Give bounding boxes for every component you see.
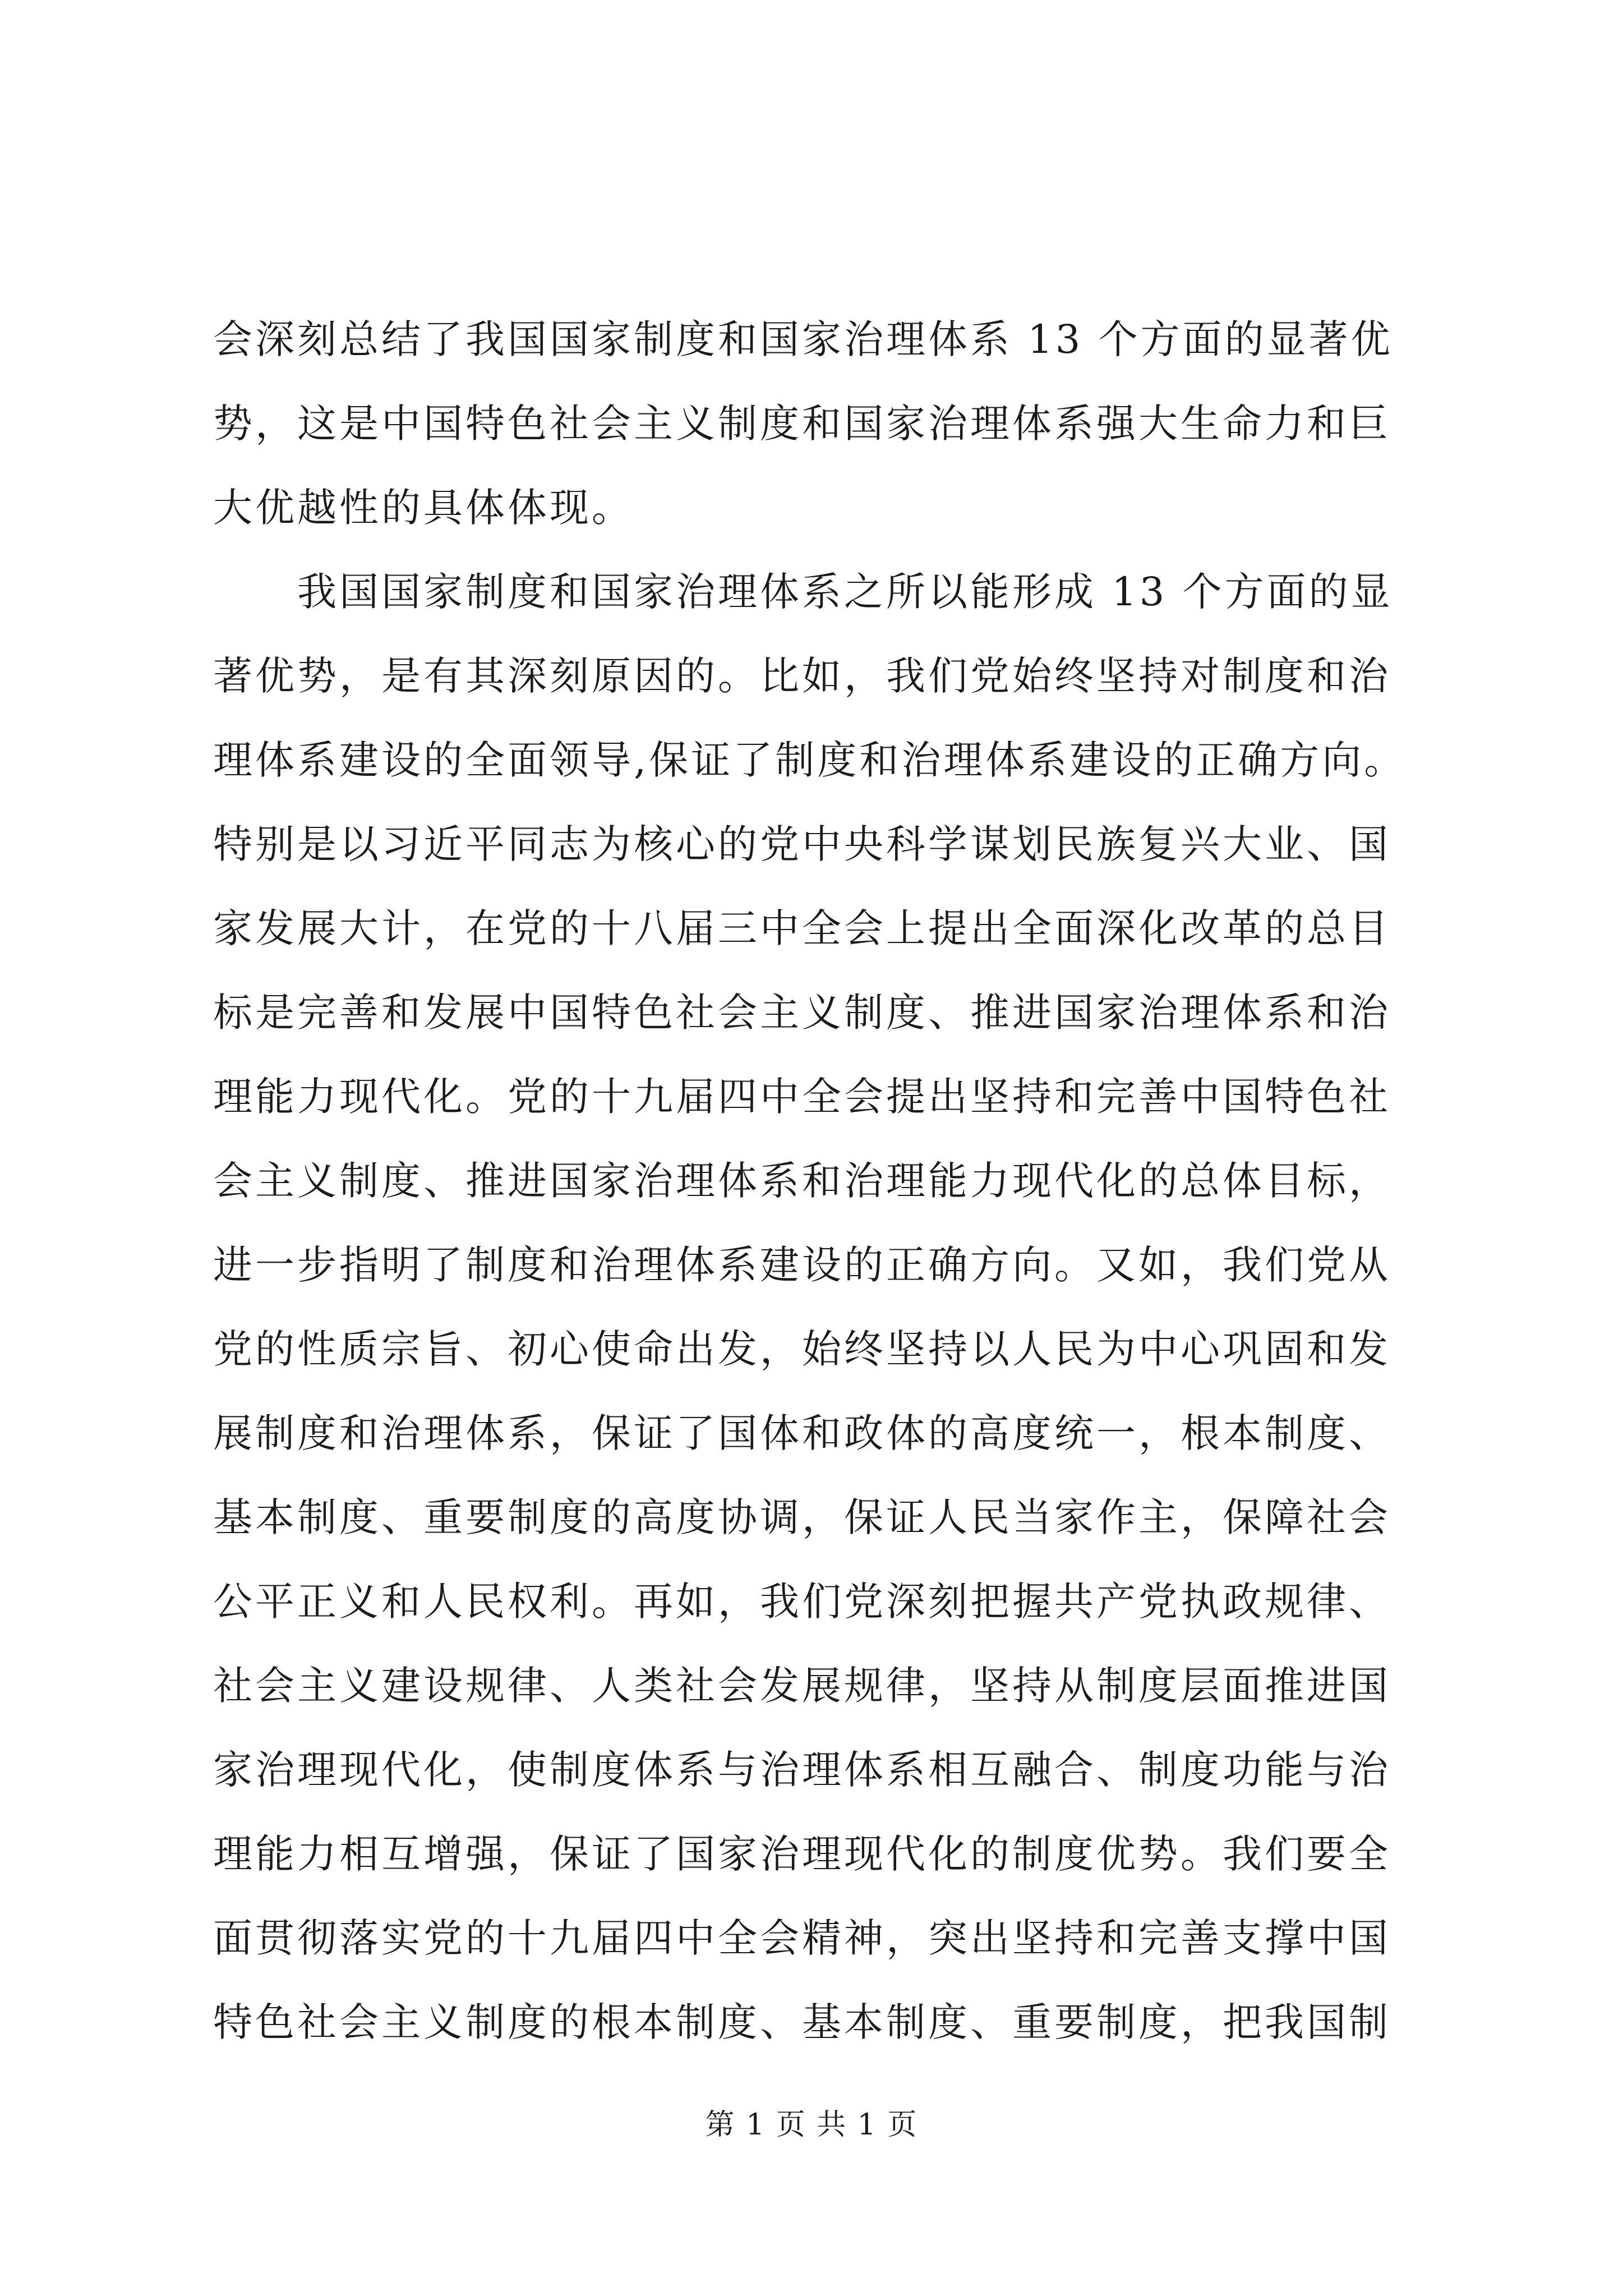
- text-line: 基本制度、重要制度的高度协调，保证人民当家作主，保障社会: [213, 1494, 1391, 1540]
- text-line: 家发展大计，在党的十八届三中全会上提出全面深化改革的总目: [213, 905, 1391, 951]
- text-line: 会主义制度、推进国家治理体系和治理能力现代化的总体目标，: [213, 1158, 1391, 1204]
- text-line: 著优势，是有其深刻原因的。比如，我们党始终坚持对制度和治: [213, 653, 1391, 699]
- text-line: 进一步指明了制度和治理体系建设的正确方向。又如，我们党从: [213, 1242, 1391, 1288]
- text-line: 党的性质宗旨、初心使命出发，始终坚持以人民为中心巩固和发: [213, 1326, 1391, 1372]
- text-line: 公平正义和人民权利。再如，我们党深刻把握共产党执政规律、: [213, 1579, 1391, 1625]
- body-text: [213, 297, 1413, 2064]
- text-line: 面贯彻落实党的十九届四中全会精神，突出坚持和完善支撑中国: [213, 1915, 1391, 1961]
- text-line: 势，这是中国特色社会主义制度和国家治理体系强大生命力和巨: [213, 401, 1391, 447]
- text-line: 我国国家制度和国家治理体系之所以能形成 13 个方面的显: [213, 569, 1393, 615]
- text-line: 会深刻总结了我国国家制度和国家治理体系 13 个方面的显著优: [213, 316, 1393, 362]
- text-line: 特色社会主义制度的根本制度、基本制度、重要制度，把我国制: [213, 1999, 1391, 2045]
- text-line: 理体系建设的全面领导,保证了制度和治理体系建设的正确方向。: [213, 737, 1407, 783]
- text-line: 社会主义建设规律、人类社会发展规律，坚持从制度层面推进国: [213, 1663, 1391, 1709]
- page-footer: [0, 2101, 1623, 2143]
- text-line: 理能力现代化。党的十九届四中全会提出坚持和完善中国特色社: [213, 1074, 1391, 1120]
- text-line: 家治理现代化，使制度体系与治理体系相互融合、制度功能与治: [213, 1747, 1391, 1793]
- text-line: 大优越性的具体体现。: [213, 485, 634, 531]
- text-line: 标是完善和发展中国特色社会主义制度、推进国家治理体系和治: [213, 990, 1391, 1036]
- text-line: 理能力相互增强，保证了国家治理现代化的制度优势。我们要全: [213, 1831, 1391, 1877]
- text-line: 展制度和治理体系，保证了国体和政体的高度统一，根本制度、: [213, 1410, 1391, 1456]
- text-line: 特别是以习近平同志为核心的党中央科学谋划民族复兴大业、国: [213, 821, 1391, 867]
- page-number-label: 第 1 页 共 1 页: [705, 2108, 918, 2142]
